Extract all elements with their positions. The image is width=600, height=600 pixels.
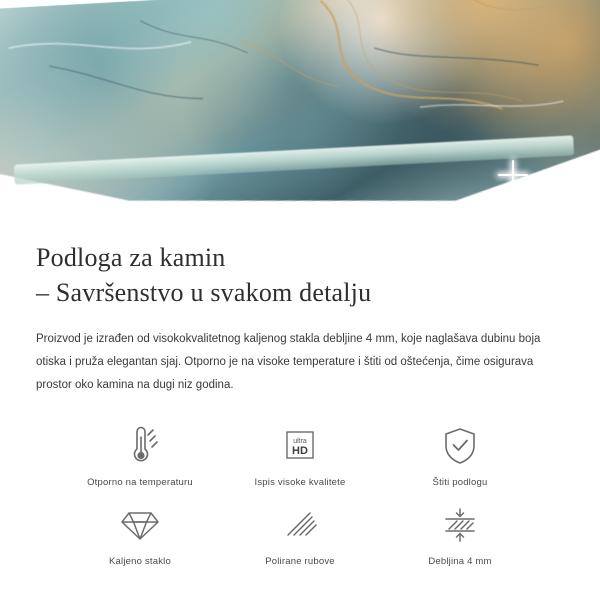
polished-edges-icon (278, 502, 322, 548)
headline-line-2: – Savršenstvo u svakom detalju (36, 278, 372, 308)
feature-label: Kaljeno staklo (109, 556, 171, 568)
page-title (36, 240, 564, 310)
product-description-text: Proizvod je izrađen od visokokvalitetnog kaljenog stakla debljine 4 mm, koje naglašava dubinu boja otiska i pruža elegantan sjaj. Otporno je na visoke temperature i štiti od oštećenja, čime osigurava prostor oko kamina na dugi niz godina. (36, 333, 541, 392)
feature-label: Štiti podlogu (432, 477, 488, 489)
feature-item-print-quality (220, 423, 380, 488)
feature-label: Otporno na temperaturu (87, 477, 193, 489)
shield-check-icon (440, 423, 480, 469)
feature-item-polished-edges (220, 502, 380, 567)
svg-text:ultra: ultra (293, 438, 307, 446)
feature-label: Polirane rubove (265, 556, 335, 568)
feature-item-tempered-glass (60, 502, 220, 567)
feature-item-protects-surface (380, 423, 540, 488)
glass-plate-image (0, 0, 600, 218)
sparkle-icon (516, 192, 528, 204)
ultra-hd-icon (280, 423, 320, 469)
headline-line-1: Podloga za kamin (36, 243, 226, 272)
feature-item-thickness (380, 502, 540, 567)
feature-label: Debljina 4 mm (428, 556, 492, 568)
thickness-icon (438, 502, 482, 548)
feature-grid (36, 423, 564, 567)
thermometer-icon (120, 423, 160, 469)
feature-item-temperature (60, 423, 220, 488)
diamond-icon (118, 502, 162, 548)
sparkle-icon (536, 176, 554, 194)
feature-label: Ispis visoke kvalitete (254, 477, 346, 489)
content-section (0, 240, 600, 567)
hero-product-image (0, 0, 600, 218)
svg-text:HD: HD (292, 445, 308, 458)
